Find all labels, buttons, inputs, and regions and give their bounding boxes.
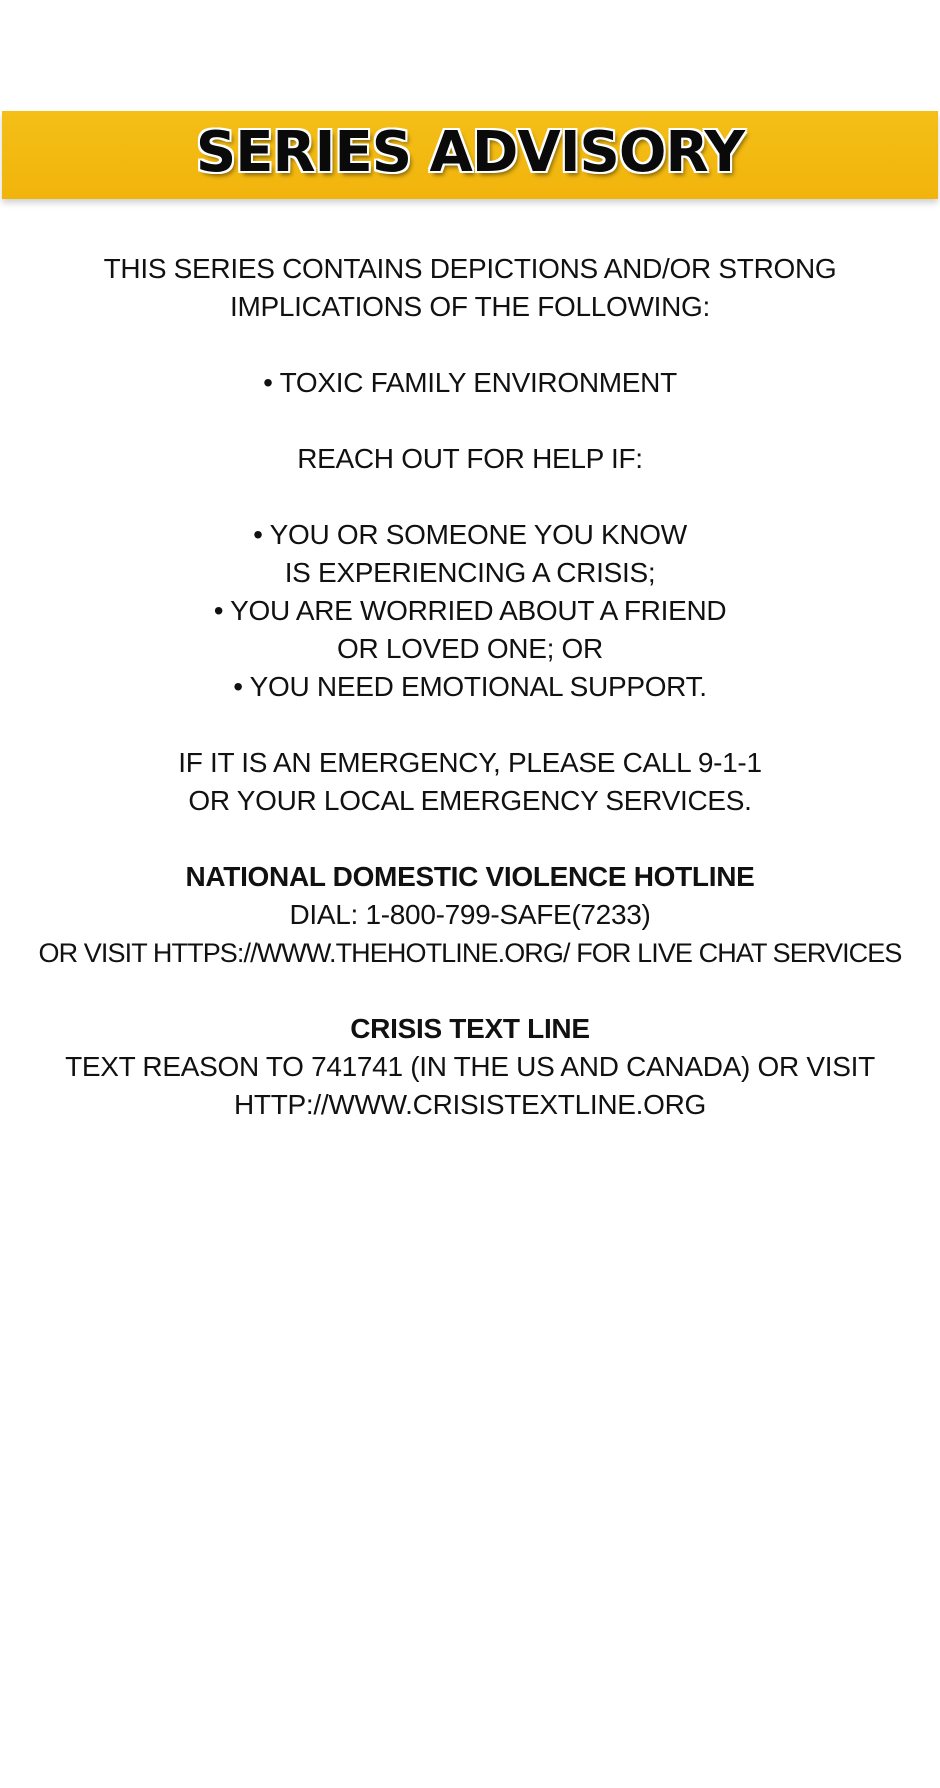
spacer xyxy=(0,820,940,858)
textline-name: CRISIS TEXT LINE xyxy=(350,1013,590,1044)
warning-item: • TOXIC FAMILY ENVIRONMENT xyxy=(263,367,677,398)
hotline-visit-link[interactable]: OR VISIT HTTPS://WWW.THEHOTLINE.ORG/ FOR LIVE CHAT SERVICES xyxy=(38,938,902,968)
banner-title: SERIES ADVISORY xyxy=(195,119,745,185)
help-item: OR LOVED ONE; OR xyxy=(337,633,603,664)
advisory-banner xyxy=(2,111,938,199)
help-item: • YOU OR SOMEONE YOU KNOW xyxy=(253,519,687,550)
help-item: IS EXPERIENCING A CRISIS; xyxy=(284,557,656,588)
spacer xyxy=(0,972,940,1010)
textline-visit-link[interactable]: HTTP://WWW.CRISISTEXTLINE.ORG xyxy=(234,1089,706,1120)
spacer xyxy=(0,706,940,744)
help-item: • YOU ARE WORRIED ABOUT A FRIEND xyxy=(213,595,727,626)
textline-line-1: TEXT REASON TO 741741 (IN THE US AND CANADA) OR VISIT xyxy=(65,1051,875,1082)
emergency-line-2: OR YOUR LOCAL EMERGENCY SERVICES. xyxy=(188,785,752,816)
spacer xyxy=(0,326,940,364)
hotline-dial: DIAL: 1-800-799-SAFE(7233) xyxy=(289,899,651,930)
advisory-content xyxy=(0,250,940,1124)
intro-line-1: THIS SERIES CONTAINS DEPICTIONS AND/OR STRONG xyxy=(103,253,837,284)
spacer xyxy=(0,402,940,440)
emergency-line-1: IF IT IS AN EMERGENCY, PLEASE CALL 9-1-1 xyxy=(178,747,762,778)
spacer xyxy=(0,478,940,516)
help-heading: REACH OUT FOR HELP IF: xyxy=(297,443,643,474)
intro-line-2: IMPLICATIONS OF THE FOLLOWING: xyxy=(229,291,711,322)
hotline-name: NATIONAL DOMESTIC VIOLENCE HOTLINE xyxy=(185,861,755,892)
help-item: • YOU NEED EMOTIONAL SUPPORT. xyxy=(233,671,707,702)
